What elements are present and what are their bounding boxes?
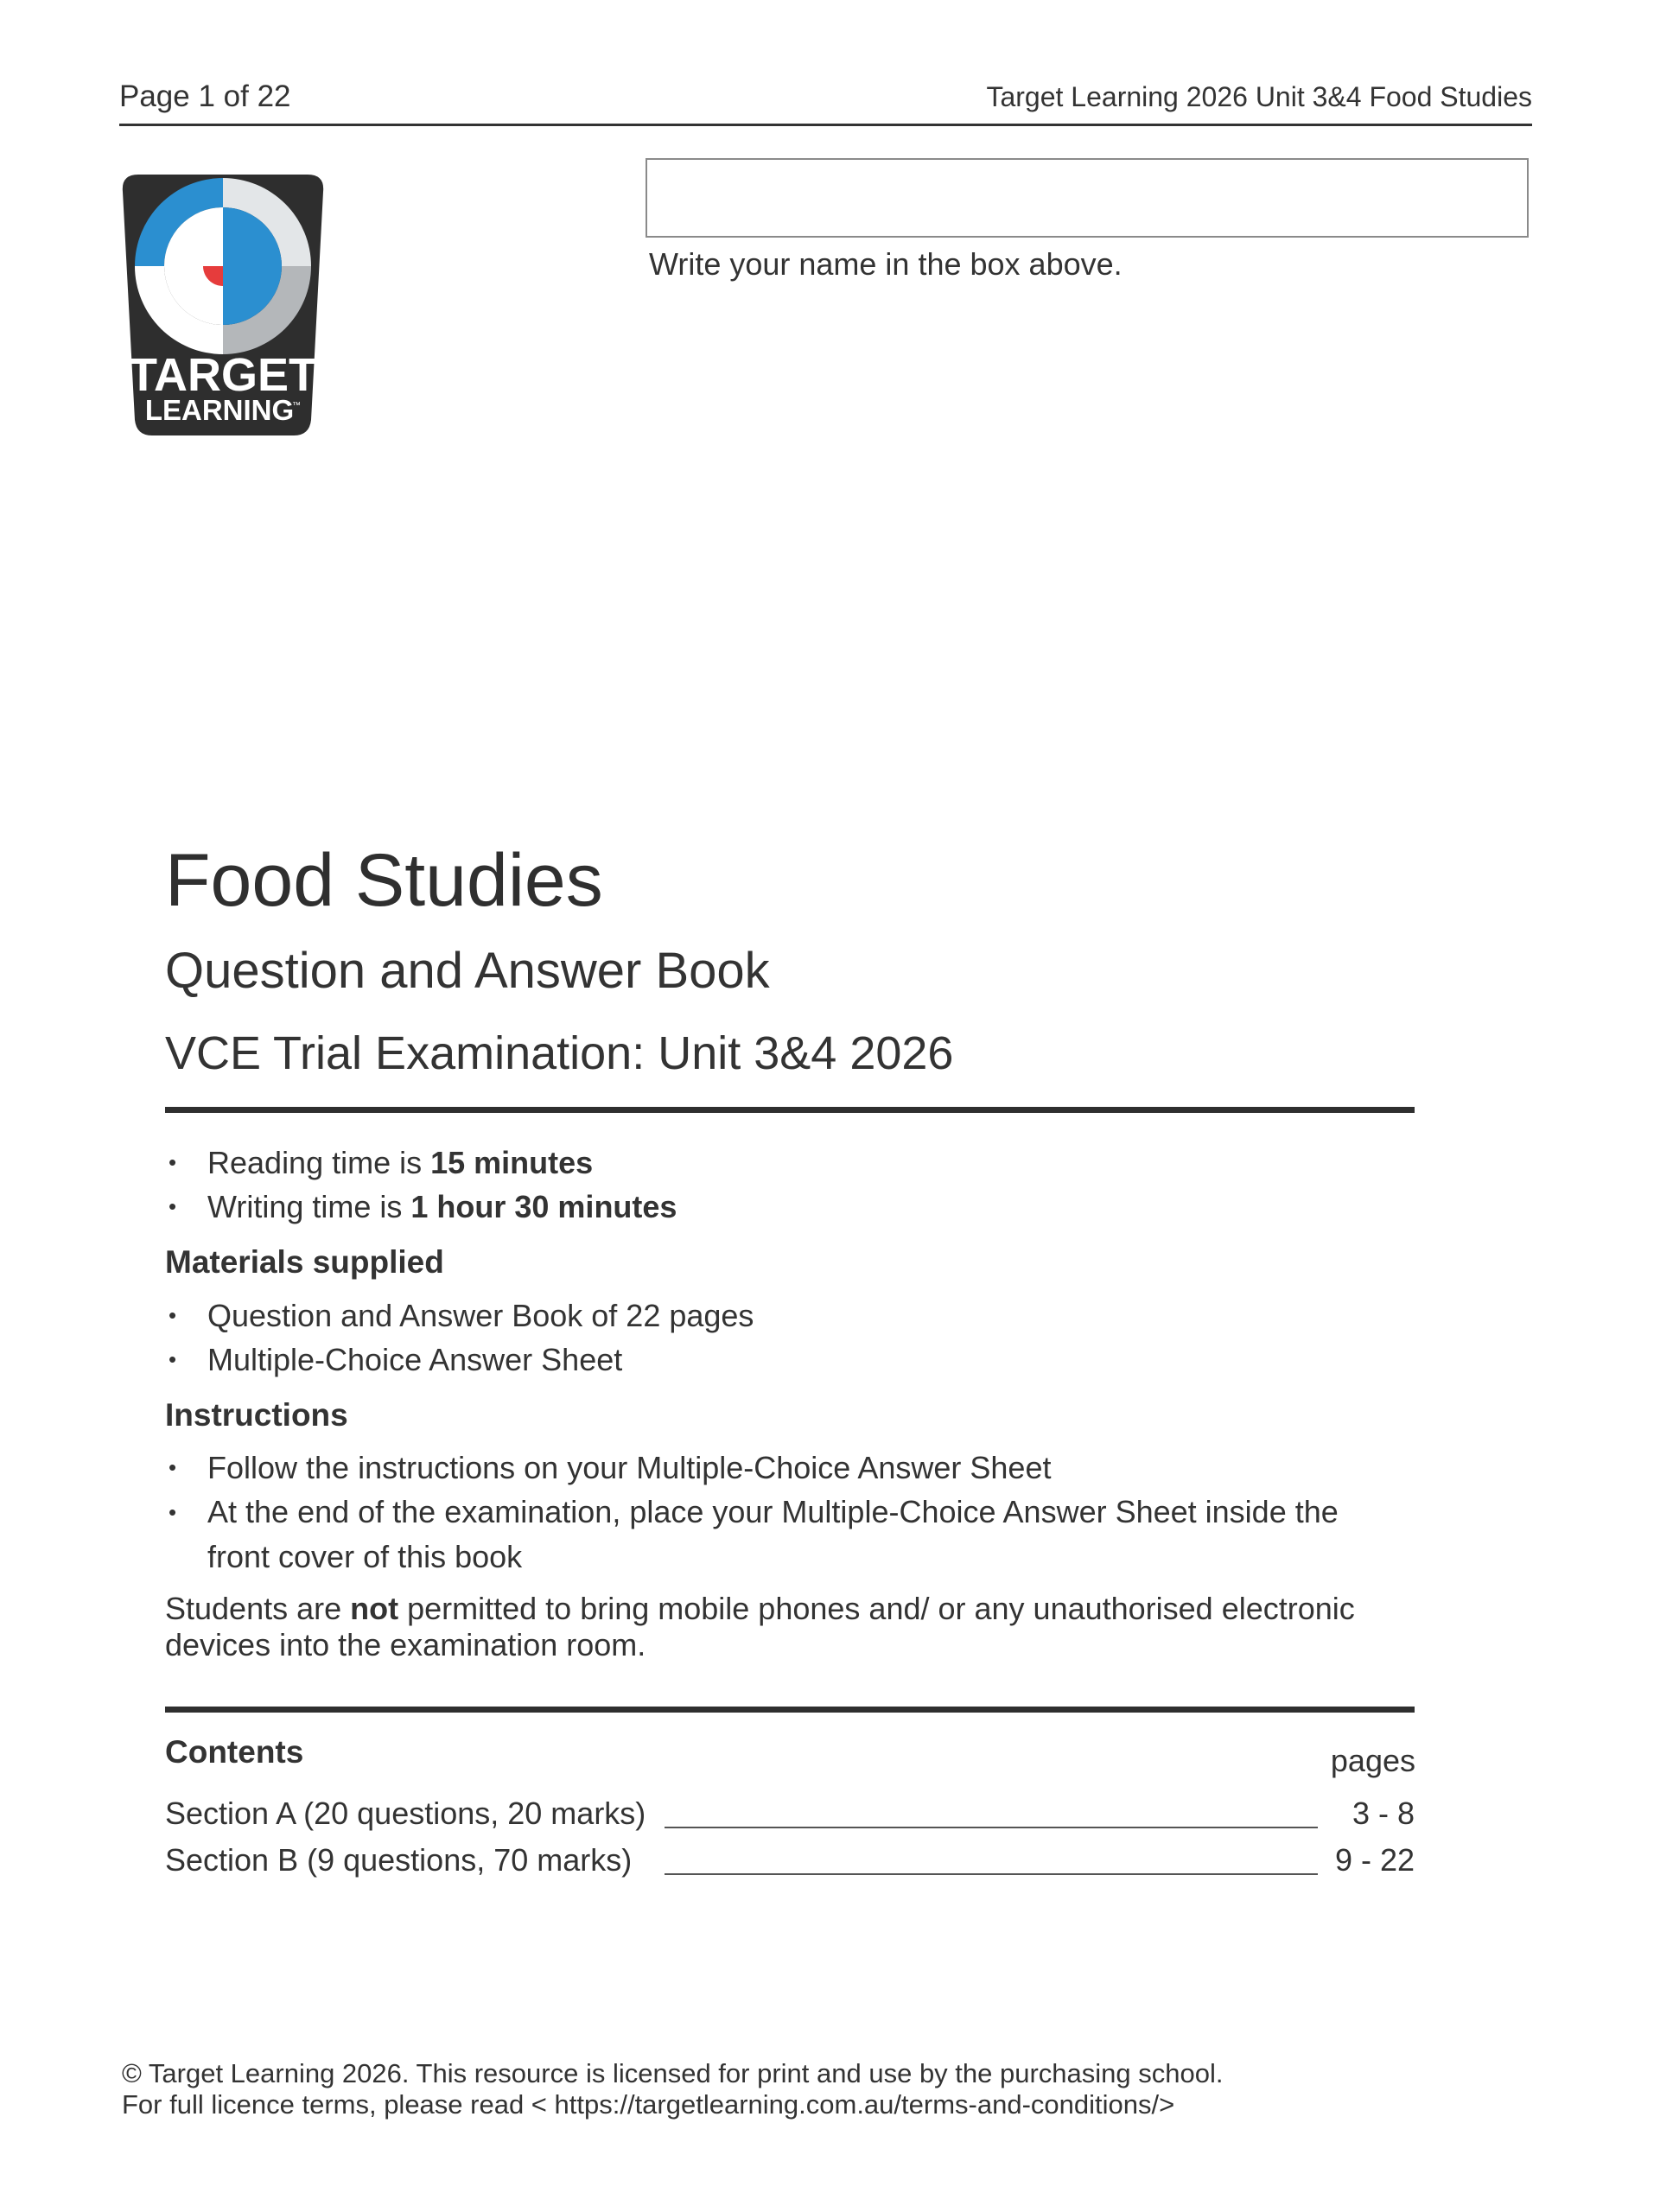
contents-heading: Contents <box>165 1734 304 1770</box>
name-input-box[interactable] <box>646 158 1529 238</box>
licence-link[interactable]: For full licence terms, please read < https://targetlearning.com.au/terms-and-conditions/> <box>122 2089 1175 2120</box>
list-item: • At the end of the examination, place your Multiple-Choice Answer Sheet inside the front cover of this book <box>165 1490 1392 1580</box>
document-header: Target Learning 2026 Unit 3&4 Food Studies <box>986 81 1532 112</box>
list-item: • Multiple-Choice Answer Sheet <box>165 1338 754 1382</box>
target-logo-icon <box>119 156 327 437</box>
document-title: Food Studies <box>165 839 603 922</box>
copyright-notice: © Target Learning 2026. This resource is licensed for print and use by the purchasing school. <box>122 2058 1224 2088</box>
list-item: • Reading time is 15 minutes <box>165 1141 677 1185</box>
section-rule-top <box>165 1107 1415 1113</box>
page-number: Page 1 of 22 <box>119 79 291 113</box>
contents-row <box>165 1796 1415 1839</box>
instructions-list <box>165 1446 1392 1580</box>
pages-heading: pages <box>1330 1743 1415 1778</box>
contents-row-pages: 9 - 22 <box>1334 1842 1415 1878</box>
materials-list <box>165 1294 754 1382</box>
contents-row-pages: 3 - 8 <box>1352 1796 1415 1831</box>
header-rule <box>119 124 1532 126</box>
device-notice: Students are not permitted to bring mobile phones and/ or any unauthorised electronic devices into the examination room. <box>165 1591 1355 1662</box>
logo-line2: LEARNING <box>144 394 295 426</box>
contents-row-label: Section B (9 questions, 70 marks) <box>165 1842 633 1878</box>
materials-heading: Materials supplied <box>165 1244 444 1280</box>
list-item: • Writing time is 1 hour 30 minutes <box>165 1185 677 1229</box>
name-box-hint: Write your name in the box above. <box>649 246 1123 282</box>
logo-trademark: ™ <box>292 401 301 410</box>
list-item: • Question and Answer Book of 22 pages <box>165 1294 754 1338</box>
target-learning-logo <box>119 156 327 437</box>
section-rule-bottom <box>165 1707 1415 1713</box>
contents-row <box>165 1842 1415 1885</box>
exam-title: VCE Trial Examination: Unit 3&4 2026 <box>165 1027 954 1079</box>
leader-line <box>665 1873 1318 1875</box>
list-item: • Follow the instructions on your Multiple-Choice Answer Sheet <box>165 1446 1392 1490</box>
leader-line <box>665 1827 1318 1828</box>
time-list <box>165 1141 677 1229</box>
instructions-heading: Instructions <box>165 1397 348 1433</box>
document-subtitle: Question and Answer Book <box>165 943 770 999</box>
logo-line1: TARGET <box>129 349 317 401</box>
contents-row-label: Section A (20 questions, 20 marks) <box>165 1796 646 1831</box>
